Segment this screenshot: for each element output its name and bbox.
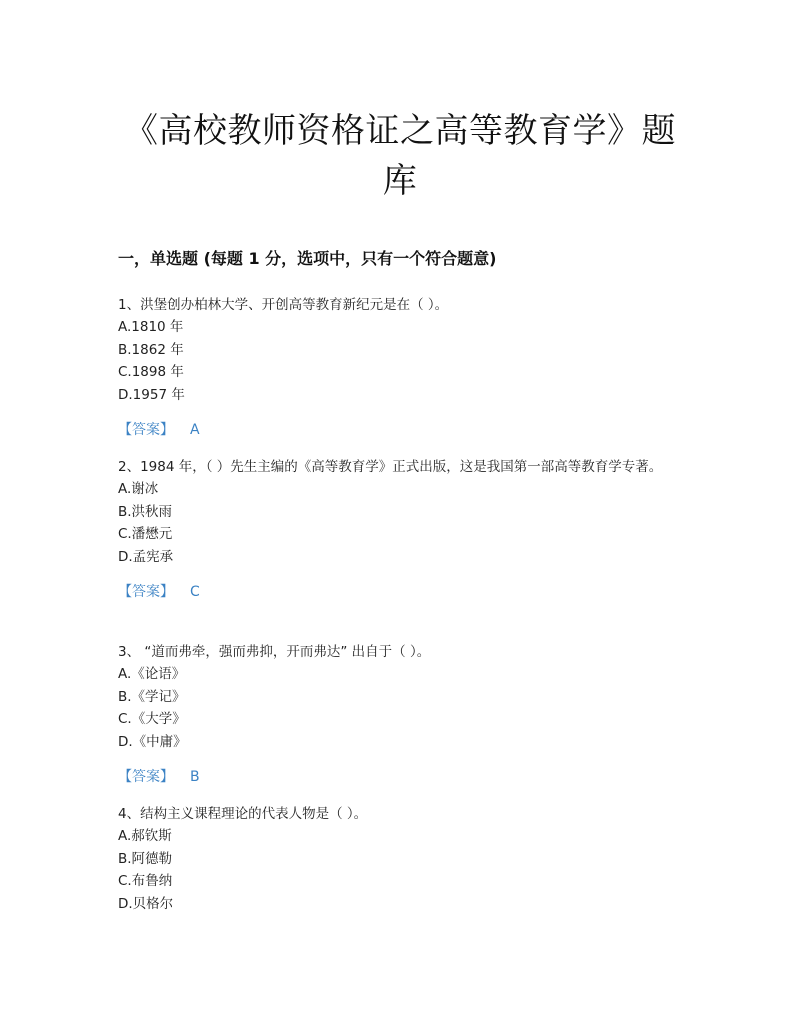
question-stem: 4、结构主义课程理论的代表人物是（ ）。 [118,806,368,822]
section-heading: 一，单选题 (每题 1 分，选项中，只有一个符合题意) [118,249,497,268]
option-c: C.《大学》 [118,711,186,727]
option-a: A.谢冰 [118,481,159,497]
document-title [60,106,740,206]
option-a: A.郝钦斯 [118,828,172,844]
question-3 [118,641,698,787]
option-d: D.贝格尔 [118,895,174,912]
option-a: A.1810 年 [118,319,184,335]
answer-label: 【答案】 [118,769,174,785]
option-b: B.阿德勒 [118,850,173,867]
question-stem: 2、1984 年，（ ）先生主编的《高等教育学》正式出版，这是我国第一部高等教育学专著。 [118,459,663,475]
option-b: B.洪秋雨 [118,503,173,520]
answer-value: A [190,422,200,438]
question-1 [118,294,698,440]
answer-value: C [190,584,200,600]
option-d: D.孟宪承 [118,548,174,565]
option-d: D.1957 年 [118,386,185,403]
answer-line [118,582,698,602]
option-b: B.1862 年 [118,341,184,358]
option-c: C.布鲁纳 [118,873,173,889]
question-2 [118,456,698,602]
option-b: B.《学记》 [118,688,186,705]
option-c: C.潘懋元 [118,526,173,542]
question-stem: 3、 “道而弗牵，强而弗抑，开而弗达” 出自于（ ）。 [118,644,431,660]
answer-label: 【答案】 [118,422,174,438]
answer-line [118,420,698,440]
title-line-2: 库 [382,161,418,201]
title-line-1: 《高校教师资格证之高等教育学》题 [124,111,676,151]
option-c: C.1898 年 [118,364,184,380]
option-a: A.《论语》 [118,666,186,682]
answer-label: 【答案】 [118,584,174,600]
question-4 [118,803,698,915]
answer-value: B [190,769,200,785]
option-d: D.《中庸》 [118,733,187,750]
answer-line [118,767,698,787]
question-stem: 1、洪堡创办柏林大学、开创高等教育新纪元是在（ ）。 [118,297,449,313]
